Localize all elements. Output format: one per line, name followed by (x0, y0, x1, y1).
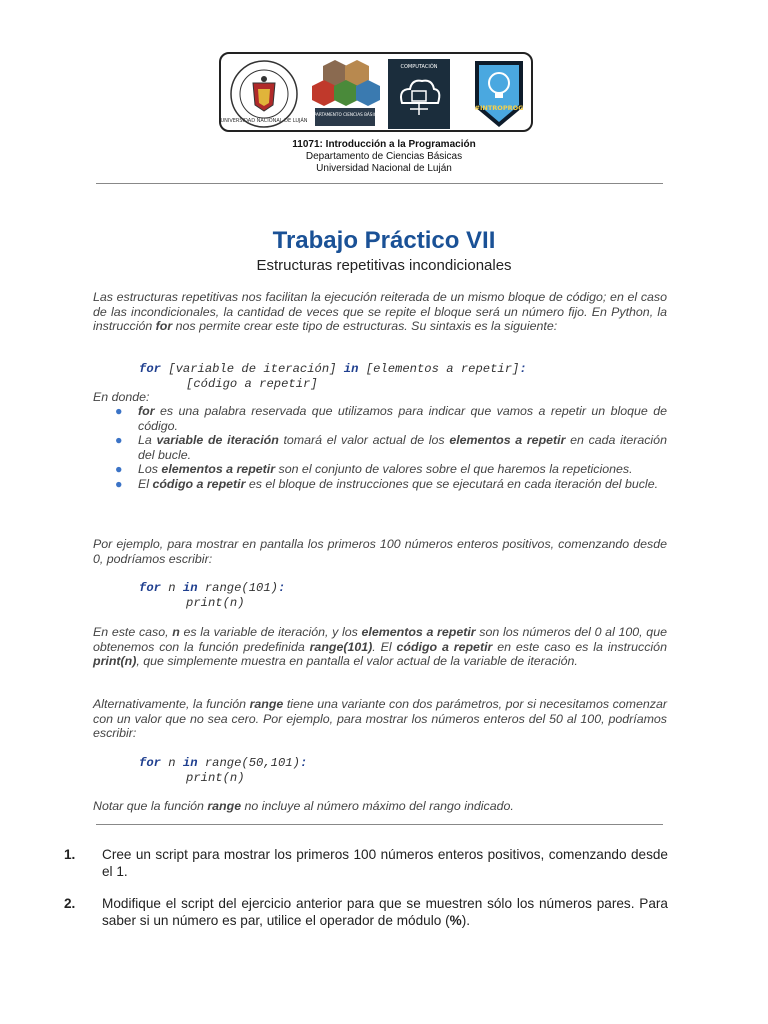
example1-code-body: print(n) (186, 596, 245, 610)
intro-paragraph: Las estructuras repetitivas nos facilitan la ejecución reiterada de un mismo bloque de código; en el caso de las incondicionales, la cantidad de veces que se repite el bloque será un número fijo. En Python, la instrucción for nos permite crear este tipo de estructuras. Su sintaxis es la siguiente: (93, 290, 667, 334)
example2-code-line: for n in range(50,101): (139, 756, 308, 770)
alternative-paragraph: Alternativamente, la función range tiene una variante con dos parámetros, por si necesitamos comenzar con un valor que no sea cero. Por ejemplo, para mostrar los números enteros del 50 al 100, podríamos escribir: (93, 697, 667, 741)
section-divider (96, 824, 663, 825)
page-subtitle: Estructuras repetitivas incondicionales (256, 257, 512, 274)
bullet-dot: ● (115, 433, 123, 448)
in-keyword: in (343, 362, 359, 376)
intro-lettering: #INTROPROG (474, 104, 524, 112)
course-title: 11071: Introducción a la Programación (292, 139, 476, 150)
syntax-code-body: [código a repetir] (186, 377, 318, 391)
exercise-item (64, 896, 668, 929)
computacion-logo (388, 59, 450, 129)
university-seal-logo (220, 59, 308, 129)
explanation-paragraph: En este caso, n es la variable de iteración, y los elementos a repetir son los números del 0 al 100, que obtenemos con la función predefinida range(101). El código a repetir en este caso es la instrucción print(n), que simplemente muestra en pantalla el valor actual de la variable de iteración. (93, 625, 667, 669)
exercise-number: 2. (64, 896, 76, 911)
page-title: Trabajo Práctico VII (272, 227, 496, 254)
university-name: Universidad Nacional de Luján (316, 163, 452, 174)
definition-list (115, 404, 667, 492)
list-item: ● La variable de iteración tomará el valor actual de los elementos a repetir en cada iteración del bucle. (115, 433, 667, 462)
seal-lettering: UNIVERSIDAD NACIONAL DE LUJÁN (220, 118, 308, 124)
department-name: Departamento de Ciencias Básicas (305, 151, 463, 162)
example1-code-line: for n in range(101): (139, 581, 286, 595)
for-keyword: for (139, 362, 161, 376)
list-item: ● for es una palabra reservada que utilizamos para indicar que vamos a repetir un bloque de código. (115, 404, 667, 433)
list-item: ● El código a repetir es el bloque de instrucciones que se ejecutará en cada iteración del bucle. (115, 476, 659, 491)
note-paragraph: Notar que la función range no incluye al número máximo del rango indicado. (93, 799, 514, 813)
exercise-number: 1. (64, 847, 76, 862)
comp-lettering: COMPUTACIÓN (400, 64, 438, 70)
exercise-text: Modifique el script del ejercicio anterior para que se muestren sólo los números pares. Para saber si un número es par, utilice el operador de módulo (%). (102, 896, 668, 928)
logo-banner (219, 52, 533, 132)
header-divider (96, 183, 663, 184)
bullet-dot: ● (115, 476, 123, 491)
dept-lettering: DEPARTAMENTO CIENCIAS BÁSICAS (307, 112, 383, 117)
bullet-dot: ● (115, 462, 123, 477)
department-logo (307, 58, 383, 128)
introprog-logo (467, 59, 531, 129)
example2-code-body: print(n) (186, 771, 245, 785)
en-donde-label: En donde: (93, 390, 150, 404)
syntax-code-line: for [variable de iteración] in [elementos a repetir]: (139, 362, 527, 376)
list-item: ● Los elementos a repetir son el conjunto de valores sobre el que haremos la repeticiones. (115, 462, 633, 477)
bullet-dot: ● (115, 404, 123, 418)
exercise-item (64, 847, 668, 880)
exercise-text: Cree un script para mostrar los primeros 100 números enteros positivos, comenzando desde el 1. (102, 847, 668, 879)
example1-paragraph: Por ejemplo, para mostrar en pantalla los primeros 100 números enteros positivos, comenzando desde 0, podríamos escribir: (93, 537, 667, 566)
